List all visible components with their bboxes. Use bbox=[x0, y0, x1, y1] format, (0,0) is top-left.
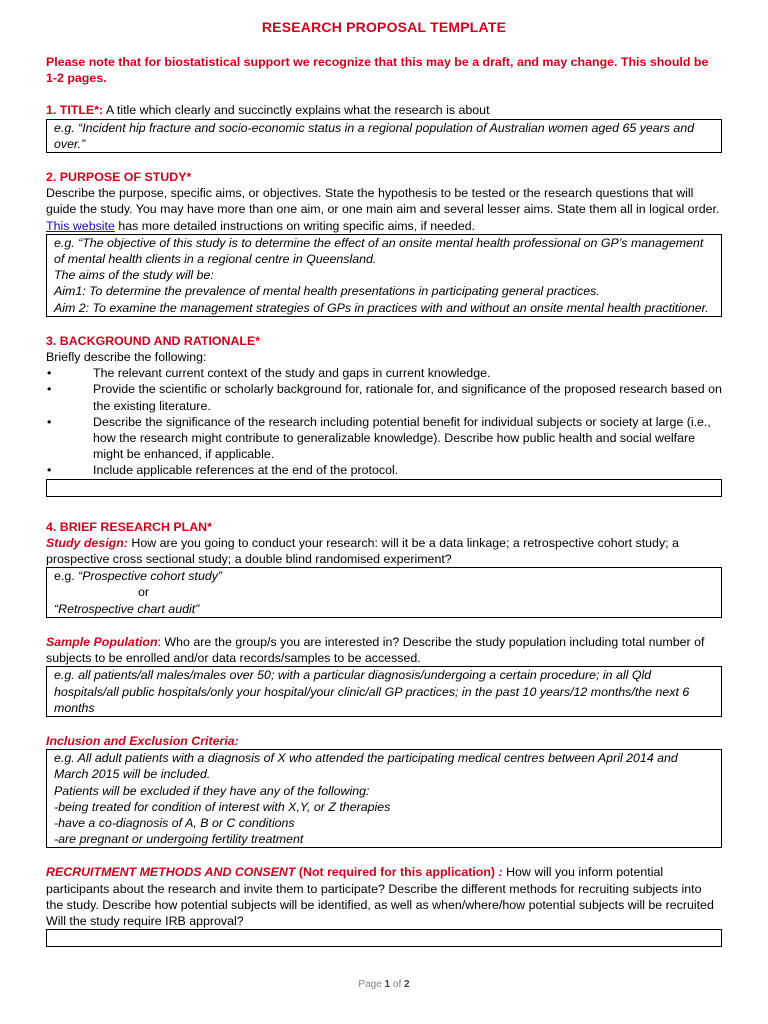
section-title-heading-line bbox=[46, 102, 722, 118]
study-design-text: How are you going to conduct your research: will it be a data linkage; a retrospective cohort study; a prospective cross sectional study; a double blind randomised experiment? bbox=[46, 535, 679, 567]
of-word: of bbox=[390, 979, 405, 990]
list-item bbox=[46, 462, 722, 478]
recruitment-text: How will you inform potential participants about the research and invite them to participate? Describe the different methods for recruiting subjects into the study. Describe how potential subjects will be identified, as well as when/where/how potential subjects will be recruited Will the study require IRB approval? bbox=[46, 865, 714, 928]
recruitment-input-box[interactable] bbox=[46, 929, 722, 947]
bullet-icon: • bbox=[47, 463, 52, 478]
design-example-2: “Retrospective chart audit” bbox=[54, 601, 200, 616]
bullet-text: Provide the scientific or scholarly background for, rationale for, and significance of the proposed research based on the existing literature. bbox=[93, 382, 722, 413]
inclusion-example-line: -are pregnant or undergoing fertility treatment bbox=[54, 832, 304, 847]
this-website-link[interactable]: This website bbox=[46, 218, 115, 233]
background-bullet-list bbox=[46, 365, 722, 478]
title-example-box[interactable]: e.g. “Incident hip fracture and socio-economic status in a regional population of Australian women aged 65 years and over.” bbox=[46, 119, 722, 153]
section-purpose bbox=[46, 169, 722, 317]
bullet-text: Describe the significance of the research including potential benefit for individual subjects or society at large (i.e., how the research might contribute to generalizable knowledge). Describe how public health and social welfare might be enhanced, if applicable. bbox=[93, 414, 711, 462]
sample-population-text: : Who are the group/s you are interested in? Describe the study population including total number of subjects to be enrolled and/or data records/samples to be accessed. bbox=[46, 634, 705, 666]
section-background bbox=[46, 333, 722, 497]
sample-population-description bbox=[46, 634, 722, 666]
recruitment-colon: : bbox=[498, 865, 503, 880]
section-2-desc-text-end: has more detailed instructions on writing specific aims, if needed. bbox=[114, 218, 476, 233]
list-item bbox=[46, 414, 722, 463]
section-3-heading: 3. BACKGROUND AND RATIONALE* bbox=[46, 333, 261, 348]
study-design-description bbox=[46, 535, 722, 567]
inclusion-example-line: Patients will be excluded if they have any of the following: bbox=[54, 783, 370, 798]
section-2-heading: 2. PURPOSE OF STUDY* bbox=[46, 170, 192, 185]
purpose-example-line: Aim1: To determine the prevalence of mental health presentations in participating general practices. bbox=[54, 284, 600, 299]
bullet-icon: • bbox=[47, 366, 52, 381]
recruitment-note: (Not required for this application) bbox=[295, 865, 499, 880]
section-research-plan bbox=[46, 519, 722, 947]
sample-population-label: Sample Population bbox=[46, 634, 158, 649]
section-2-desc-text: Describe the purpose, specific aims, or objectives. State the hypothesis to be tested or the research questions that will guide the study. You may have more than one aim, or one main aim and several lesser aims. State them all in logical order. bbox=[46, 186, 720, 217]
section-3-intro: Briefly describe the following: bbox=[46, 350, 207, 365]
bullet-icon: • bbox=[47, 382, 52, 397]
page-total: 2 bbox=[404, 979, 410, 990]
inclusion-example-line: e.g. All adult patients with a diagnosis of X who attended the participating medical centres between April 2014 and March 2015 will be included. bbox=[54, 751, 678, 782]
section-4-heading: 4. BRIEF RESEARCH PLAN* bbox=[46, 519, 212, 534]
inclusion-example-line: -being treated for condition of interest with X,Y, or Z therapies bbox=[54, 799, 391, 814]
section-2-description bbox=[46, 185, 722, 234]
page-word: Page bbox=[358, 979, 385, 990]
study-design-label: Study design: bbox=[46, 535, 128, 550]
study-design-example-box[interactable] bbox=[46, 567, 722, 618]
bullet-text: The relevant current context of the study and gaps in current knowledge. bbox=[93, 366, 491, 381]
section-title bbox=[46, 102, 722, 153]
purpose-example-box[interactable] bbox=[46, 234, 722, 317]
recruitment-description bbox=[46, 864, 722, 929]
inclusion-example-line: -have a co-diagnosis of A, B or C conditions bbox=[54, 815, 295, 830]
recruitment-label: RECRUITMENT METHODS AND CONSENT bbox=[46, 865, 296, 880]
background-input-box[interactable] bbox=[46, 479, 722, 497]
page-number: 1 bbox=[384, 979, 391, 990]
inclusion-criteria-label: Inclusion and Exclusion Criteria: bbox=[46, 733, 239, 748]
section-1-heading: 1. TITLE*: bbox=[46, 103, 104, 118]
study-design-example-line bbox=[54, 568, 714, 584]
section-1-description: A title which clearly and succinctly explains what the research is about bbox=[103, 103, 490, 118]
sample-population-example-box[interactable]: e.g. all patients/all males/males over 50; with a particular diagnosis/undergoing a certain procedure; in all Qld hospitals/all public hospitals/only your hospital/your clinic/all GP practices; in the past 10 years/12 months/the next 6 months bbox=[46, 666, 722, 717]
draft-note: Please note that for biostatistical support we recognize that this may be a draft, and may change. This should be 1-2 pages. bbox=[46, 55, 709, 86]
purpose-example-line: e.g. “The objective of this study is to determine the effect of an onsite mental health professional on GP’s management of mental health clients in a regional centre in Queensland. bbox=[54, 235, 704, 267]
inclusion-example-box[interactable] bbox=[46, 749, 722, 848]
bullet-icon: • bbox=[47, 414, 52, 429]
list-item bbox=[46, 365, 722, 381]
purpose-example-line: The aims of the study will be: bbox=[54, 268, 214, 283]
purpose-example-line: Aim 2: To examine the management strategies of GPs in practices with and without an onsite mental health practitioner. bbox=[54, 300, 709, 315]
design-example-1: “Prospective cohort study” bbox=[78, 569, 223, 584]
bullet-text: Include applicable references at the end of the protocol. bbox=[93, 463, 399, 478]
page-footer bbox=[0, 977, 768, 993]
eg-prefix: e.g. bbox=[54, 569, 79, 584]
list-item bbox=[46, 381, 722, 413]
document-title: RESEARCH PROPOSAL TEMPLATE bbox=[261, 19, 507, 35]
design-or: or bbox=[138, 585, 150, 600]
